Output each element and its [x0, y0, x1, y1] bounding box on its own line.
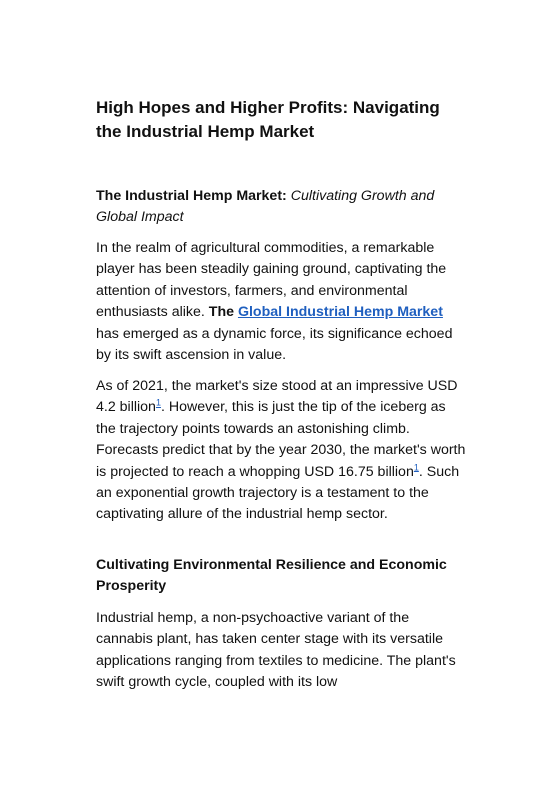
section-heading-market — [96, 186, 468, 229]
section-heading-environment: Cultivating Environmental Resilience and Economic Prosperity — [96, 557, 447, 595]
section-heading-bold: The Industrial Hemp Market: — [96, 188, 287, 204]
paragraph-market-text-b: . However, this is just the tip of the iceberg as the trajectory points towards an astonishing climb. Forecasts predict that by the year 2030, the market's worth is projected to reach a whopping USD 16.75 billion — [96, 399, 466, 480]
paragraph-market-size — [96, 376, 468, 526]
global-hemp-market-link[interactable]: Global Industrial Hemp Market — [237, 304, 443, 321]
document-title: High Hopes and Higher Profits: Navigating the Industrial Hemp Market — [96, 98, 440, 141]
paragraph-market-text-a: As of 2021, the market's size stood at an impressive USD 4.2 billion — [96, 378, 458, 416]
paragraph-hemp-description: Industrial hemp, a non-psychoactive variant of the cannabis plant, has taken center stage with its versatile applications ranging from textiles to medicine. The plant's swift growth cycle, coupled with its low — [96, 610, 456, 691]
section-heading-italic: Cultivating Growth and Global Impact — [96, 188, 435, 226]
paragraph-intro-text-a: In the realm of agricultural commodities, a remarkable player has been steadily gaining ground, captivating the attention of investors, farmers, and environmental enthusiasts alike. — [96, 240, 447, 321]
footnote-link-1[interactable]: 1 — [155, 397, 161, 408]
paragraph-market-text-c: . Such an exponential growth trajectory is a testament to the captivating allure of the industrial hemp sector. — [96, 463, 460, 523]
paragraph-intro-bold: The — [208, 304, 238, 321]
footnote-link-2[interactable]: 1 — [413, 461, 419, 472]
paragraph-intro-text-b: has emerged as a dynamic force, its significance echoed by its swift ascension in value. — [96, 325, 453, 364]
paragraph-intro — [96, 238, 468, 366]
